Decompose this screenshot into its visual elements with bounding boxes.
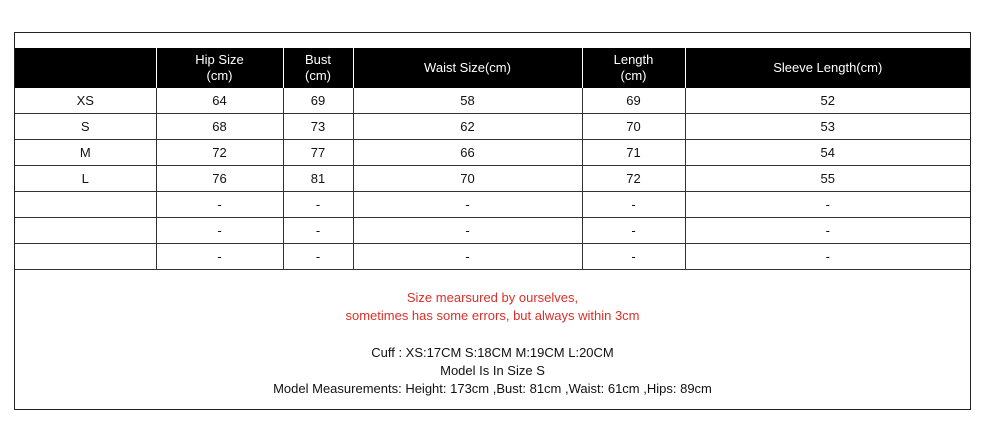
measurement-cell: 72: [156, 140, 283, 166]
model-measurements: Model Measurements: Height: 173cm ,Bust: 81cm ,Waist: 61cm ,Hips: 89cm: [273, 381, 712, 396]
measurement-cell: -: [582, 218, 685, 244]
measurement-cell: 68: [156, 114, 283, 140]
measurement-cell: -: [283, 192, 353, 218]
table-row: [15, 114, 970, 140]
measurement-cell: 62: [353, 114, 582, 140]
size-label-cell: L: [15, 166, 156, 192]
header-label: Waist Size(cm): [424, 60, 511, 75]
header-label: Hip Size: [195, 52, 244, 67]
measurement-cell: 64: [156, 88, 283, 114]
measurement-cell: -: [283, 244, 353, 270]
header-cell: [685, 48, 970, 88]
table-row: [15, 244, 970, 270]
measurement-cell: -: [582, 244, 685, 270]
measurement-cell: 71: [582, 140, 685, 166]
measurement-cell: 52: [685, 88, 970, 114]
measurement-disclaimer-line2: sometimes has some errors, but always within 3cm: [345, 308, 640, 323]
size-label-cell: [15, 192, 156, 218]
measurement-cell: 73: [283, 114, 353, 140]
header-cell: [15, 48, 156, 88]
measurement-cell: 70: [582, 114, 685, 140]
size-label-cell: XS: [15, 88, 156, 114]
size-label-cell: S: [15, 114, 156, 140]
measurement-cell: 70: [353, 166, 582, 192]
header-label: Sleeve Length(cm): [773, 60, 883, 75]
measurement-cell: 69: [283, 88, 353, 114]
measurement-cell: 72: [582, 166, 685, 192]
size-label-cell: [15, 244, 156, 270]
header-cell: [353, 48, 582, 88]
measurement-cell: -: [156, 192, 283, 218]
table-row: [15, 166, 970, 192]
measurement-cell: 54: [685, 140, 970, 166]
size-label-cell: M: [15, 140, 156, 166]
header-label: (cm): [620, 68, 647, 83]
measurement-cell: -: [685, 218, 970, 244]
header-label: Bust: [304, 52, 331, 67]
measurement-cell: -: [582, 192, 685, 218]
model-size: Model Is In Size S: [440, 363, 545, 378]
measurement-cell: -: [353, 244, 582, 270]
measurement-cell: -: [156, 244, 283, 270]
header-cell: [156, 48, 283, 88]
size-table: [15, 48, 970, 270]
table-row: [15, 218, 970, 244]
measurement-cell: -: [156, 218, 283, 244]
measurement-cell: -: [685, 192, 970, 218]
table-row: [15, 88, 970, 114]
size-label-cell: [15, 218, 156, 244]
measurement-cell: 81: [283, 166, 353, 192]
header-cell: [582, 48, 685, 88]
table-row: [15, 140, 970, 166]
cuff-sizes: Cuff : XS:17CM S:18CM M:19CM L:20CM: [371, 345, 614, 360]
measurement-cell: -: [685, 244, 970, 270]
measurement-cell: -: [353, 192, 582, 218]
measurement-cell: -: [283, 218, 353, 244]
measurement-cell: 76: [156, 166, 283, 192]
measurement-disclaimer-line1: Size mearsured by ourselves,: [406, 290, 579, 305]
header-label: (cm): [305, 68, 331, 83]
table-header-row: [15, 48, 970, 88]
header-label: Length: [613, 52, 654, 67]
measurement-cell: 53: [685, 114, 970, 140]
header-label: (cm): [206, 68, 233, 83]
measurement-cell: -: [353, 218, 582, 244]
table-body: [15, 88, 970, 270]
measurement-cell: 69: [582, 88, 685, 114]
header-cell: [283, 48, 353, 88]
measurement-cell: 66: [353, 140, 582, 166]
size-chart-frame: [14, 32, 971, 410]
size-notes: [15, 289, 970, 398]
measurement-cell: 58: [353, 88, 582, 114]
measurement-cell: 77: [283, 140, 353, 166]
table-row: [15, 192, 970, 218]
measurement-cell: 55: [685, 166, 970, 192]
